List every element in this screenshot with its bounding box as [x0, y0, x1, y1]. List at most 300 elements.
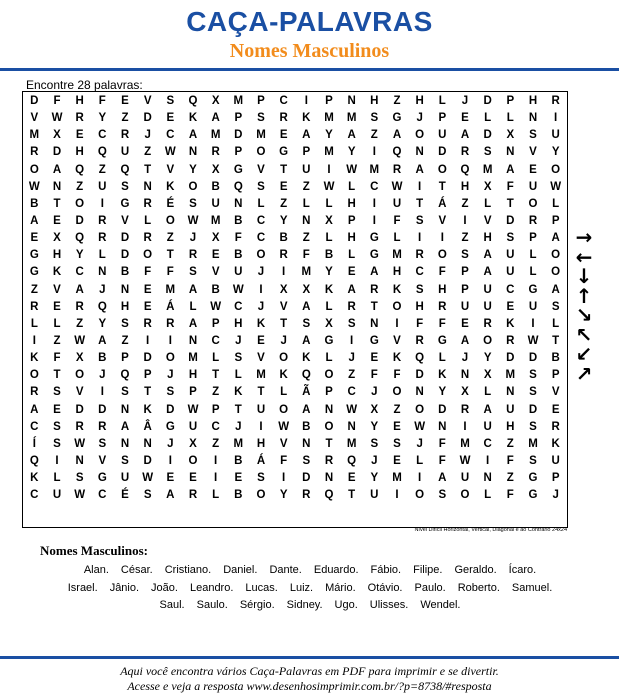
grid-cell: R	[30, 146, 39, 159]
grid-cell: D	[120, 232, 130, 245]
grid-cell: U	[460, 472, 470, 485]
grid-cell: Â	[143, 420, 152, 433]
grid-cell: Z	[393, 403, 401, 416]
grid-cell: L	[30, 317, 38, 330]
grid-cell: J	[257, 300, 265, 313]
grid-cell: M	[324, 112, 334, 125]
grid-cell: W	[187, 214, 199, 227]
grid-cell: Z	[212, 437, 220, 450]
grid-cell: E	[143, 283, 152, 296]
grid-cell: D	[483, 95, 492, 107]
grid-cell: A	[415, 163, 424, 176]
grid-cell: O	[528, 197, 538, 210]
grid-cell: S	[75, 472, 84, 485]
grid-cell: I	[259, 420, 263, 433]
grid-cell: E	[393, 454, 401, 467]
grid-cell: E	[143, 300, 152, 313]
grid-cell: H	[370, 95, 379, 107]
grid-cell: H	[438, 283, 447, 296]
grid-cell: I	[372, 197, 376, 210]
grid-cell: N	[52, 180, 62, 193]
page-title: CAÇA-PALAVRAS	[186, 6, 433, 37]
level-note: Nível Difícil Horizontal, Vertical, Diagonal e ao Contrário 24x24	[414, 527, 567, 533]
grid-cell: E	[189, 472, 197, 485]
grid-cell: T	[370, 300, 378, 313]
word-item: Jânio.	[109, 581, 140, 594]
grid-cell: X	[483, 369, 492, 382]
grid-cell: C	[30, 420, 39, 433]
grid-cell: F	[438, 317, 446, 330]
grid-cell: L	[234, 369, 242, 382]
word-item: Ugo.	[334, 599, 358, 611]
grid-cell: I	[327, 163, 331, 176]
grid-cell: D	[483, 129, 492, 142]
grid-cell: Z	[461, 232, 469, 245]
grid-cell: Y	[551, 146, 560, 159]
grid-cell: P	[551, 214, 560, 227]
grid-cell: W	[391, 180, 403, 193]
grid-cell: N	[370, 317, 379, 330]
grid-cell: T	[438, 180, 446, 193]
grid-cell: B	[234, 489, 243, 502]
grid-cell: H	[483, 232, 492, 245]
grid-cell: C	[256, 232, 266, 245]
grid-cell: F	[393, 369, 401, 382]
grid-cell: N	[302, 437, 311, 450]
grid-cell: O	[415, 129, 425, 142]
grid-cell: R	[302, 489, 311, 502]
grid-cell: F	[416, 317, 424, 330]
grid-cell: I	[418, 180, 422, 193]
grid-cell: U	[528, 300, 538, 313]
grid-cell: N	[143, 180, 152, 193]
grid-cell: R	[528, 214, 538, 227]
grid-cell: E	[279, 129, 288, 142]
grid-cell: X	[211, 95, 220, 107]
grid-cell: F	[98, 95, 106, 107]
grid-cell: S	[257, 112, 265, 125]
grid-cell: J	[416, 112, 423, 125]
grid-cell: Á	[438, 197, 447, 210]
grid-cell: S	[393, 437, 401, 450]
grid-cell: N	[528, 112, 538, 125]
grid-cell: K	[234, 386, 243, 399]
grid-cell: G	[528, 489, 538, 502]
grid-cell: P	[121, 352, 129, 365]
grid-cell: P	[257, 95, 265, 107]
grid-cell: T	[325, 437, 333, 450]
grid-cell: P	[461, 283, 469, 296]
grid-cell: Z	[302, 180, 310, 193]
grid-cell: T	[53, 197, 61, 210]
grid-cell: P	[461, 266, 469, 279]
grid-cell: U	[120, 472, 130, 485]
grid-cell: Y	[370, 420, 379, 433]
grid-cell: S	[121, 317, 129, 330]
grid-cell: A	[166, 489, 175, 502]
grid-cell: W	[346, 163, 358, 176]
grid-cell: W	[51, 112, 63, 125]
grid-cell: S	[189, 197, 197, 210]
grid-cell: E	[53, 300, 61, 313]
grid-cell: F	[393, 214, 401, 227]
grid-cell: R	[188, 249, 198, 262]
grid-cell: Z	[53, 334, 61, 347]
grid-cell: C	[211, 334, 220, 347]
grid-cell: N	[347, 420, 356, 433]
grid-cell: J	[99, 369, 106, 382]
grid-cell: E	[461, 317, 469, 330]
grid-cell: R	[166, 317, 175, 330]
grid-cell: Q	[120, 163, 130, 176]
grid-cell: K	[279, 369, 288, 382]
grid-cell: H	[75, 95, 84, 107]
grid-cell: S	[302, 454, 311, 467]
grid-cell: H	[460, 180, 470, 193]
grid-cell: P	[234, 146, 243, 159]
grid-cell: O	[256, 489, 266, 502]
grid-cell: Y	[75, 249, 84, 262]
grid-cell: N	[415, 146, 424, 159]
grid-cell: A	[483, 403, 492, 416]
grid-cell: R	[143, 197, 152, 210]
grid-cell: S	[166, 95, 175, 107]
word-list-line	[20, 562, 600, 580]
word-item: Luiz.	[289, 581, 314, 594]
grid-cell: D	[438, 403, 447, 416]
grid-cell: O	[392, 386, 402, 399]
grid-cell: T	[348, 489, 356, 502]
grid-cell: H	[347, 232, 356, 245]
grid-cell: Y	[370, 472, 379, 485]
grid-cell: S	[234, 352, 243, 365]
arrow-down-right-icon: ↘	[575, 303, 593, 327]
grid-cell: L	[325, 232, 333, 245]
grid-cell: L	[144, 214, 152, 227]
grid-cell: H	[506, 420, 515, 433]
grid-cell: B	[234, 454, 243, 467]
grid-cell: M	[256, 369, 266, 382]
grid-cell: F	[438, 454, 446, 467]
grid-cell: L	[506, 112, 514, 125]
grid-cell: R	[279, 249, 288, 262]
grid-cell: W	[187, 403, 199, 416]
page-subtitle: Nomes Masculinos	[229, 40, 390, 62]
grid-cell: Z	[76, 317, 84, 330]
grid-cell: A	[347, 283, 356, 296]
grid-cell: X	[506, 129, 515, 142]
word-item: Wendel.	[420, 599, 461, 611]
top-divider	[0, 68, 619, 71]
grid-cell: D	[30, 95, 39, 107]
grid-cell: Q	[75, 232, 85, 245]
grid-cell: U	[370, 489, 379, 502]
grid-cell: A	[460, 129, 470, 142]
word-item: Alan.	[83, 564, 109, 576]
grid-cell: H	[528, 95, 538, 107]
grid-cell: F	[506, 489, 514, 502]
grid-cell: O	[256, 146, 266, 159]
grid-cell: M	[369, 163, 380, 176]
grid-cell: N	[506, 146, 515, 159]
grid-cell: T	[552, 334, 560, 347]
grid-cell: I	[372, 146, 376, 159]
grid-cell: E	[393, 420, 401, 433]
grid-cell: W	[550, 180, 562, 193]
grid-cell: N	[438, 420, 447, 433]
grid-cell: V	[143, 95, 152, 107]
grid-cell: S	[257, 472, 265, 485]
grid-cell: S	[529, 420, 537, 433]
grid-cell: N	[188, 146, 198, 159]
grid-cell: S	[370, 112, 379, 125]
grid-cell: X	[461, 386, 469, 399]
grid-cell: L	[529, 249, 537, 262]
grid-cell: U	[188, 420, 198, 433]
grid-cell: O	[29, 163, 39, 176]
grid-cell: N	[120, 403, 130, 416]
grid-cell: R	[98, 232, 107, 245]
grid-cell: J	[280, 334, 287, 347]
grid-cell: R	[347, 300, 356, 313]
grid-cell: T	[506, 197, 514, 210]
grid-cell: G	[369, 249, 379, 262]
grid-cell: R	[143, 232, 152, 245]
word-item: Saul.	[159, 599, 185, 611]
grid-cell: A	[30, 214, 39, 227]
grid-cell: I	[463, 420, 467, 433]
grid-cell: R	[483, 317, 492, 330]
grid-cell: Q	[188, 95, 198, 107]
grid-cell: N	[75, 454, 84, 467]
grid-cell: A	[438, 472, 447, 485]
grid-cell: X	[211, 232, 220, 245]
grid-cell: B	[324, 249, 334, 262]
grid-cell: L	[552, 317, 560, 330]
grid-cell: O	[188, 180, 198, 193]
grid-cell: L	[189, 300, 197, 313]
grid-cell: J	[167, 369, 174, 382]
grid-cell: M	[392, 249, 402, 262]
footer-line-2: Acesse e veja a resposta www.desenhosimprimir.com.br/?p=8738/#resposta	[127, 679, 492, 693]
grid-cell: O	[392, 300, 402, 313]
grid-cell: O	[165, 214, 175, 227]
grid-cell: K	[256, 317, 266, 330]
grid-cell: D	[415, 369, 424, 382]
grid-cell: M	[482, 163, 493, 176]
grid-cell: L	[302, 197, 310, 210]
word-item: Ulisses.	[369, 599, 409, 611]
grid-cell: O	[165, 352, 175, 365]
grid-cell: S	[121, 180, 129, 193]
grid-cell: G	[233, 163, 243, 176]
grid-cell: D	[143, 454, 152, 467]
grid-cell: S	[415, 283, 424, 296]
grid-cell: S	[483, 146, 492, 159]
grid-cell: L	[98, 249, 106, 262]
grid-cell: W	[142, 472, 154, 485]
grid-cell: B	[551, 352, 560, 365]
grid-cell: J	[235, 334, 242, 347]
grid-cell: J	[348, 352, 355, 365]
grid-cell: G	[528, 472, 538, 485]
grid-cell: M	[528, 437, 538, 450]
grid-cell: Z	[76, 180, 84, 193]
grid-cell: J	[167, 437, 174, 450]
grid-cell: B	[279, 232, 288, 245]
grid-cell: K	[166, 180, 175, 193]
grid-cell: R	[551, 95, 560, 107]
grid-cell: C	[75, 266, 84, 279]
grid-cell: B	[234, 249, 243, 262]
word-item: César.	[120, 564, 153, 576]
grid-cell: O	[75, 197, 85, 210]
grid-cell: O	[279, 352, 289, 365]
footer-line-1: Aqui você encontra vários Caça-Palavras em PDF para imprimir e se divertir.	[120, 664, 499, 678]
grid-cell: G	[120, 197, 130, 210]
grid-cell: I	[531, 317, 535, 330]
grid-cell: Q	[324, 489, 334, 502]
grid-cell: F	[438, 266, 446, 279]
word-list-line	[20, 580, 600, 598]
grid-cell: I	[168, 454, 172, 467]
grid-cell: Á	[166, 300, 175, 313]
arrow-left-icon: ←	[575, 244, 593, 269]
grid-cell: O	[324, 420, 334, 433]
grid-cell: U	[256, 403, 266, 416]
grid-cell: P	[211, 403, 220, 416]
grid-cell: I	[418, 232, 422, 245]
grid-cell: Y	[483, 352, 492, 365]
grid-cell: U	[438, 129, 447, 142]
grid-cell: C	[347, 386, 356, 399]
grid-cell: S	[370, 437, 379, 450]
grid-cell: L	[416, 454, 424, 467]
word-list-title: Nomes Masculinos:	[40, 543, 148, 558]
grid-cell: C	[98, 489, 107, 502]
grid-cell: N	[234, 197, 243, 210]
grid-cell: A	[98, 334, 107, 347]
word-item: Fábio.	[370, 564, 402, 576]
grid-cell: S	[166, 386, 175, 399]
word-item: Lucas.	[245, 581, 278, 594]
grid-cell: G	[437, 334, 447, 347]
grid-cell: O	[75, 369, 85, 382]
grid-cell: F	[280, 454, 288, 467]
word-item: Leandro.	[189, 581, 234, 594]
grid-cell: N	[98, 266, 107, 279]
arrow-down-left-icon: ↙	[575, 342, 593, 366]
grid-cell: Q	[392, 146, 402, 159]
grid-cell: V	[279, 437, 288, 450]
grid-cell: V	[166, 163, 175, 176]
grid-cell: A	[302, 403, 311, 416]
grid-cell: I	[282, 266, 286, 279]
grid-cell: P	[234, 112, 243, 125]
grid-cell: T	[257, 386, 265, 399]
grid-cell: K	[324, 283, 334, 296]
grid-cell: G	[279, 146, 289, 159]
grid-cell: H	[75, 146, 84, 159]
grid-cell: R	[438, 300, 447, 313]
grid-cell: Y	[438, 386, 447, 399]
grid-cell: D	[528, 352, 538, 365]
grid-cell: O	[279, 403, 289, 416]
grid-cell: A	[460, 334, 470, 347]
grid-cell: E	[166, 112, 175, 125]
grid-cell: N	[324, 472, 334, 485]
word-item: Eduardo.	[313, 564, 359, 576]
grid-cell: J	[371, 454, 378, 467]
grid-cell: L	[484, 112, 492, 125]
grid-cell: H	[120, 300, 130, 313]
word-item: Paulo.	[414, 581, 446, 594]
grid-cell: U	[302, 163, 311, 176]
grid-cell: N	[302, 214, 311, 227]
grid-cell: L	[325, 300, 333, 313]
grid-cell: S	[53, 420, 61, 433]
grid-cell: U	[392, 197, 402, 210]
grid-cell: A	[120, 420, 130, 433]
grid-cell: Z	[212, 386, 220, 399]
grid-cell: F	[438, 437, 446, 450]
grid-cell: G	[528, 283, 538, 296]
grid-cell: L	[484, 386, 492, 399]
grid-cell: N	[483, 472, 492, 485]
word-item: Roberto.	[457, 581, 500, 594]
grid-cell: Q	[347, 454, 357, 467]
grid-cell: V	[211, 266, 220, 279]
grid-cell: U	[483, 300, 492, 313]
grid-cell: E	[211, 249, 220, 262]
grid-cell: W	[74, 489, 86, 502]
grid-cell: T	[234, 403, 242, 416]
grid-cell: F	[166, 266, 174, 279]
grid-cell: O	[324, 369, 334, 382]
grid-cell: K	[302, 352, 311, 365]
grid-cell: I	[418, 472, 422, 485]
grid-cell: N	[347, 95, 356, 107]
grid-cell: X	[53, 129, 61, 142]
grid-cell: W	[414, 420, 426, 433]
grid-cell: Z	[348, 369, 356, 382]
grid-cell: V	[121, 214, 129, 227]
grid-cell: R	[188, 489, 198, 502]
grid-cell: O	[415, 489, 425, 502]
grid-cell: U	[551, 454, 560, 467]
grid-cell: K	[506, 317, 515, 330]
grid-cell: Z	[506, 437, 514, 450]
grid-cell: I	[395, 317, 399, 330]
grid-cell: G	[97, 472, 107, 485]
grid-cell: L	[484, 489, 492, 502]
grid-cell: R	[324, 454, 334, 467]
grid-cell: T	[166, 249, 174, 262]
grid-cell: S	[461, 249, 469, 262]
footer	[0, 664, 619, 694]
grid-cell: Y	[325, 129, 333, 142]
grid-cell: A	[75, 283, 84, 296]
grid-cell: A	[188, 317, 198, 330]
grid-cell: M	[460, 437, 470, 450]
grid-cell: D	[143, 112, 152, 125]
grid-cell: F	[370, 369, 378, 382]
grid-cell: N	[120, 437, 130, 450]
grid-cell: A	[506, 163, 515, 176]
bottom-divider	[0, 656, 619, 659]
grid-cell: Q	[460, 163, 470, 176]
grid-cell: W	[74, 437, 86, 450]
